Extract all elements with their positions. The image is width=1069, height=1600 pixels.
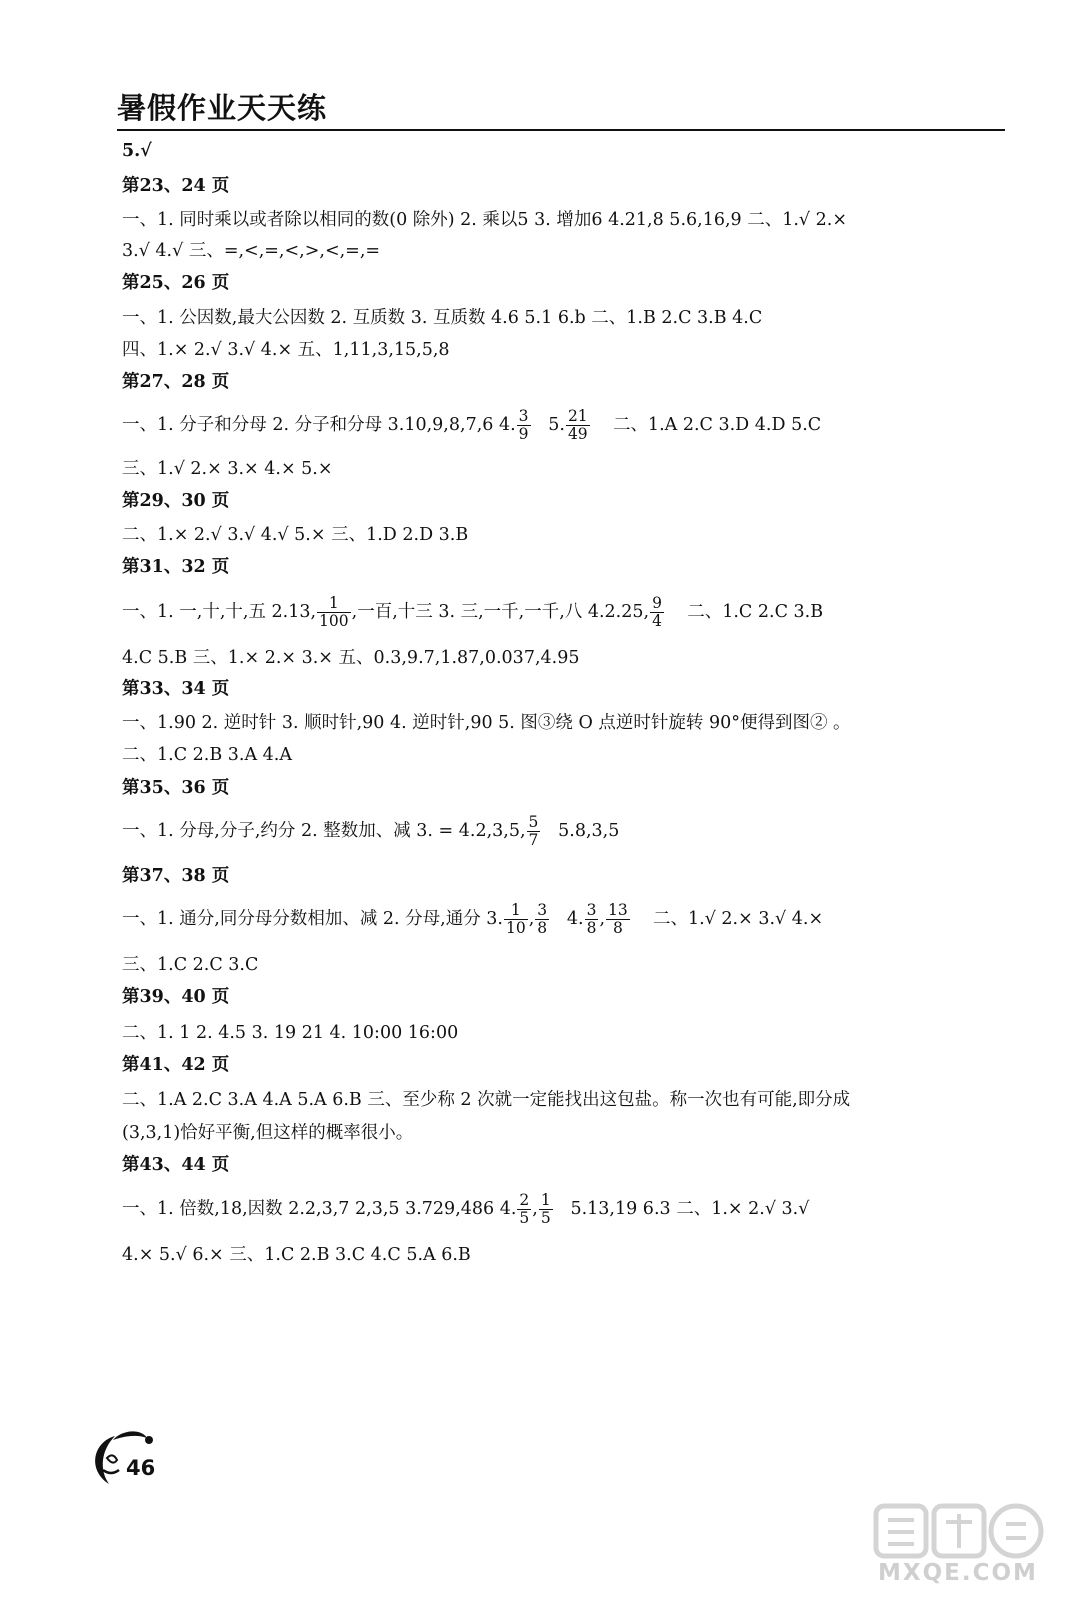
page-number: 46 [126,1456,156,1480]
fraction [517,408,531,443]
answer-line-with-fractions [122,902,823,937]
section-heading: 第25、26 页 [122,273,230,293]
fraction-numerator: 2 [519,1191,530,1209]
fraction-denominator: 8 [537,919,548,937]
fraction [317,595,351,630]
fraction-numerator: 3 [586,901,597,919]
answer-text: 5.8,3,5 [558,821,620,841]
section-heading: 第27、28 页 [122,372,230,392]
fraction [504,902,528,937]
section-heading: 第35、36 页 [122,778,230,798]
answer-line: 二、1.× 2.√ 3.√ 4.√ 5.× 三、1.D 2.D 3.B [122,525,469,545]
fraction [539,1192,553,1227]
answer-text: , [599,909,606,929]
fraction-numerator: 1 [317,595,351,613]
answer-line: 一、1.90 2. 逆时针 3. 顺时针,90 4. 逆时针,90 5. 图③绕 O 点逆时针旋转 90°便得到图② 。 [122,713,851,733]
fraction-denominator: 100 [319,612,349,630]
answer-line-with-fractions [122,1192,809,1227]
answer-text: 5.13,19 6.3 二、1.× 2.√ 3.√ [570,1199,810,1219]
answer-text: 一、1. 一,十,十,五 2.13, [122,602,317,622]
watermark-text: MXQE.COM [878,1560,1038,1586]
fraction-denominator: 5 [519,1209,530,1227]
section-heading: 第29、30 页 [122,491,230,511]
answer-line: 一、1. 同时乘以或者除以相同的数(0 除外) 2. 乘以5 3. 增加6 4.21,8 5.6,16,9 二、1.√ 2.× [122,210,848,230]
fraction-denominator: 49 [567,425,588,443]
section-heading: 第31、32 页 [122,557,230,577]
answer-line-with-fractions [122,408,821,443]
answer-text: 一、1. 分子和分母 2. 分子和分母 3.10,9,8,7,6 4. [122,415,516,435]
answer-line: (3,3,1)恰好平衡,但这样的概率很小。 [122,1123,414,1143]
answer-text: 二、1.√ 2.× 3.√ 4.× [653,909,824,929]
answer-line: 4.× 5.√ 6.× 三、1.C 2.B 3.C 4.C 5.A 6.B [122,1245,471,1265]
fraction-numerator: 9 [652,594,662,612]
answer-text: 一、1. 分母,分子,约分 2. 整数加、减 3. = 4.2,3,5, [122,821,526,841]
answer-text: 二、1.A 2.C 3.D 4.D 5.C [612,415,822,435]
answer-line: 三、1.C 2.C 3.C [122,955,259,975]
fraction [585,902,599,937]
section-heading: 第37、38 页 [122,866,230,886]
answer-text: 一、1. 倍数,18,因数 2.2,3,7 2,3,5 3.729,486 4. [122,1199,517,1219]
fraction [650,595,664,630]
fraction [566,408,590,443]
fraction-denominator: 8 [586,919,597,937]
answer-line: 3.√ 4.√ 三、=,<,=,<,>,<,=,= [122,241,381,261]
fraction [517,1192,531,1227]
answer-text: 5. [548,415,565,435]
fraction-denominator: 10 [505,919,526,937]
fraction [527,814,541,849]
answer-text: ,一百,十三 3. 三,一千,一千,八 4.2.25, [351,602,650,622]
fraction-numerator: 21 [567,407,588,425]
answer-text: 4. [566,909,584,929]
fraction-denominator: 9 [518,425,529,443]
answer-line-with-fractions [122,595,823,630]
watermark [868,1500,1053,1592]
answer-text: 一、1. 通分,同分母分数相加、减 2. 分母,通分 3. [122,909,503,929]
section-heading: 第23、24 页 [122,176,230,196]
fraction-denominator: 8 [612,919,623,937]
answer-text: 二、1.C 2.C 3.B [687,602,824,622]
answer-line: 4.C 5.B 三、1.× 2.× 3.× 五、0.3,9.7,1.87,0.037,4.95 [122,648,580,668]
section-heading: 第43、44 页 [122,1155,230,1175]
fraction [535,902,549,937]
fraction [606,902,630,937]
fraction-numerator: 1 [504,902,528,920]
fraction-numerator: 3 [518,407,529,425]
section-heading: 第39、40 页 [122,987,230,1007]
fraction-denominator: 5 [540,1209,551,1227]
answer-text: , [532,1199,538,1219]
answer-line: 四、1.× 2.√ 3.√ 4.× 五、1,11,3,15,5,8 [122,340,450,360]
answer-text: , [528,909,535,929]
fraction-numerator: 13 [608,901,628,919]
fraction-denominator: 7 [528,831,539,849]
watermark-logo-icon [868,1500,1053,1562]
answer-line-with-fractions [122,814,619,849]
fraction-numerator: 1 [540,1191,551,1209]
section-heading: 第41、42 页 [122,1055,230,1075]
answer-line: 二、1.C 2.B 3.A 4.A [122,745,293,765]
header-rule [117,129,1005,131]
answer-line: 二、1. 1 2. 4.5 3. 19 21 4. 10:00 16:00 [122,1023,459,1043]
answer-line: 5.√ [122,141,152,161]
page-header-title: 暑假作业天天练 [117,91,328,125]
answer-line: 一、1. 公因数,最大公因数 2. 互质数 3. 互质数 4.6 5.1 6.b 二、1.B 2.C 3.B 4.C [122,308,763,328]
fraction-numerator: 5 [528,813,539,831]
fraction-numerator: 3 [537,901,548,919]
answer-line: 二、1.A 2.C 3.A 4.A 5.A 6.B 三、至少称 2 次就一定能找出这包盐。称一次也有可能,即分成 [122,1090,851,1110]
fraction-denominator: 4 [652,612,662,630]
section-heading: 第33、34 页 [122,679,230,699]
answer-line: 三、1.√ 2.× 3.× 4.× 5.× [122,459,333,479]
